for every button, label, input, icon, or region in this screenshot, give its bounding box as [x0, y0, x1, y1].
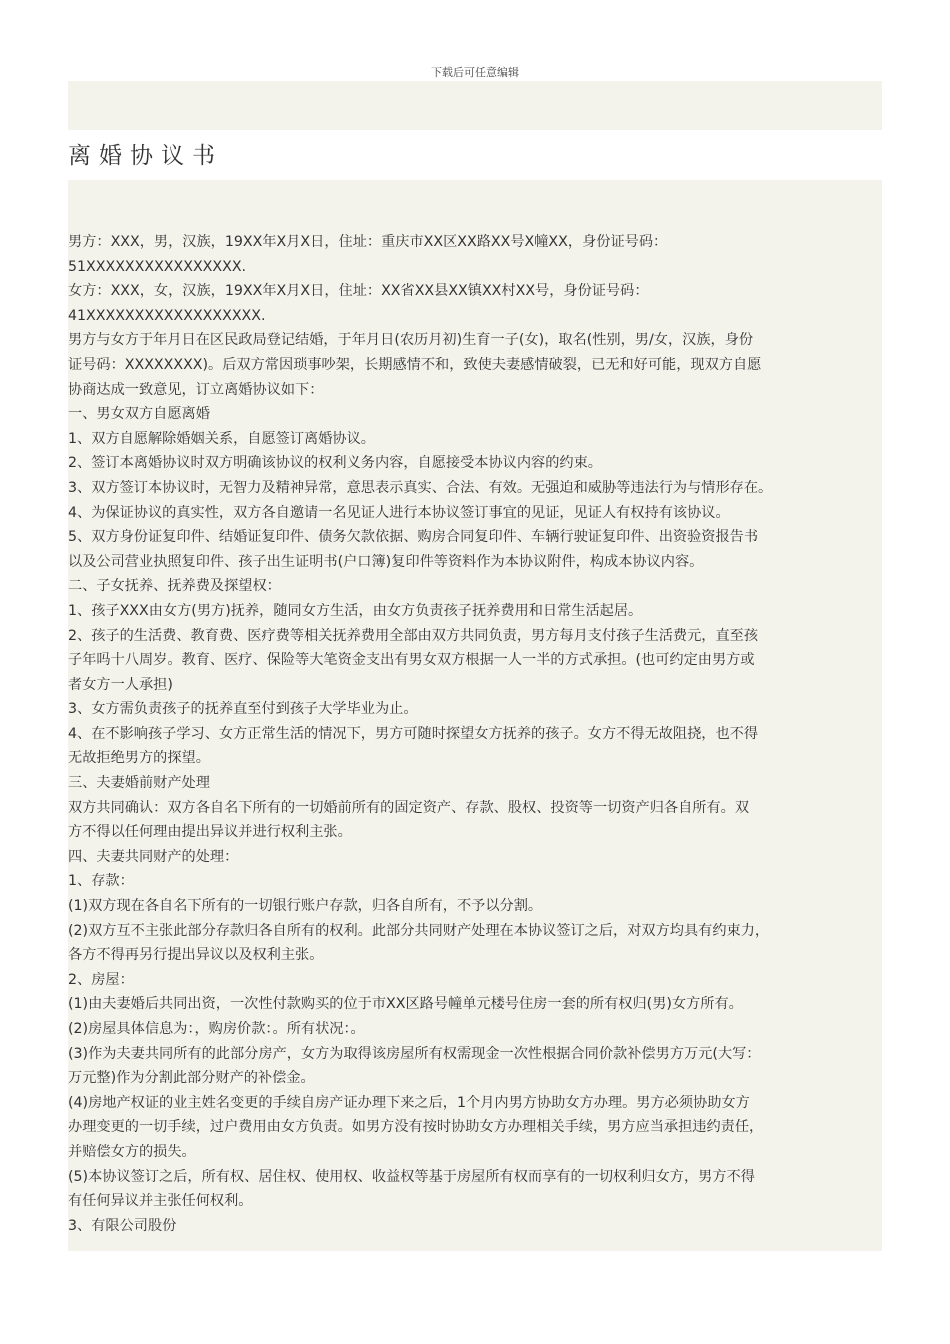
- text-line: 各方不得再另行提出异议以及权利主张。: [68, 947, 324, 964]
- text-line: 以及公司营业执照复印件、孩子出生证明书(户口簿)复印件等资料作为本协议附件，构成本协议内容。: [68, 553, 704, 570]
- text-line: 女方：XXX，女，汉族，19XX年X月X日，住址：XX省XX县XX镇XX村XX号，身份证号码：: [68, 283, 649, 300]
- text-line: (2)房屋具体信息为：，购房价款：。所有状况：。: [68, 1021, 365, 1037]
- document-title: 离婚协议书: [68, 143, 223, 169]
- text-line: (1)由夫妻婚后共同出资，一次性付款购买的位于市XX区路号幢单元楼号住房一套的所有权归(男)女方所有。: [68, 996, 743, 1013]
- text-line: 1、双方自愿解除婚姻关系，自愿签订离婚协议。: [68, 430, 375, 447]
- text-line: 有任何异议并主张任何权利。: [68, 1193, 253, 1210]
- text-line: 方不得以任何理由提出异议并进行权利主张。: [68, 824, 352, 841]
- text-line: 二、子女抚养、抚养费及探望权：: [68, 578, 281, 595]
- text-line: 双方共同确认：双方各自名下所有的一切婚前所有的固定资产、存款、股权、投资等一切资产归各自所有。双: [68, 799, 750, 816]
- text-line: (3)作为夫妻共同所有的此部分房产，女方为取得该房屋所有权需现金一次性根据合同价款补偿男方万元(大写：: [68, 1045, 761, 1062]
- text-line: 2、房屋：: [68, 971, 134, 988]
- text-line: 男方与女方于年月日在区民政局登记结婚，于年月日(农历月初)生育一子(女)，取名(性别，男/女，汉族，身份: [68, 332, 754, 349]
- header-band: [68, 81, 882, 130]
- text-line: 协商达成一致意见，订立离婚协议如下：: [68, 381, 324, 398]
- text-line: 四、夫妻共同财产的处理：: [68, 848, 239, 865]
- text-line: 证号码：XXXXXXXX)。后双方常因琐事吵架，长期感情不和，致使夫妻感情破裂，已无和好可能，现双方自愿: [68, 356, 762, 373]
- text-line: 41XXXXXXXXXXXXXXXXXX.: [68, 307, 266, 324]
- text-line: 并赔偿女方的损失。: [68, 1143, 196, 1160]
- text-line: (2)双方互不主张此部分存款归各自所有的权利。此部分共同财产处理在本协议签订之后，对双方均具有约束力，: [68, 922, 770, 939]
- text-line: (4)房地产权证的业主姓名变更的手续自房产证办理下来之后，1个月内男方协助女方办理。男方必须协助女方: [68, 1094, 750, 1111]
- text-line: 3、女方需负责孩子的抚养直至付到孩子大学毕业为止。: [68, 701, 418, 718]
- text-line: 4、在不影响孩子学习、女方正常生活的情况下，男方可随时探望女方抚养的孩子。女方不得无故阻挠，也不得: [68, 725, 759, 742]
- text-line: (5)本协议签订之后，所有权、居住权、使用权、收益权等基于房屋所有权而享有的一切权利归女方，男方不得: [68, 1168, 755, 1185]
- page-header-note: 下载后可任意编辑: [431, 66, 519, 79]
- text-line: 3、双方签订本协议时，无智力及精神异常，意思表示真实、合法、有效。无强迫和威胁等违法行为与情形存在。: [68, 479, 773, 496]
- text-line: 51XXXXXXXXXXXXXXXX.: [68, 258, 247, 275]
- text-line: 三、夫妻婚前财产处理: [68, 775, 210, 792]
- text-line: 1、孩子XXX由女方(男方)抚养，随同女方生活，由女方负责孩子抚养费用和日常生活起居。: [68, 602, 643, 619]
- text-line: 万元整)作为分割此部分财产的补偿金。: [68, 1070, 315, 1087]
- text-line: 办理变更的一切手续，过户费用由女方负责。如男方没有按时协助女方办理相关手续，男方应当承担违约责任，: [68, 1119, 764, 1136]
- text-line: 5、双方身份证复印件、结婚证复印件、债务欠款依据、购房合同复印件、车辆行驶证复印件、出资验资报告书: [68, 529, 759, 546]
- document-body: [68, 230, 890, 1238]
- text-line: 2、签订本离婚协议时双方明确该协议的权利义务内容，自愿接受本协议内容的约束。: [68, 455, 602, 472]
- text-line: 无故拒绝男方的探望。: [68, 750, 210, 767]
- text-line: 一、男女双方自愿离婚: [68, 406, 210, 423]
- text-line: 2、孩子的生活费、教育费、医疗费等相关抚养费用全部由双方共同负责，男方每月支付孩子生活费元，直至孩: [68, 627, 759, 644]
- text-line: 男方：XXX，男，汉族，19XX年X月X日，住址：重庆市XX区XX路XX号X幢XX，身份证号码：: [68, 234, 668, 250]
- text-line: 者女方一人承担): [68, 676, 173, 693]
- text-line: 4、为保证协议的真实性，双方各自邀请一名见证人进行本协议签订事宜的见证，见证人有权持有该协议。: [68, 504, 730, 521]
- text-line: 3、有限公司股份: [68, 1217, 177, 1234]
- text-line: (1)双方现在各自名下所有的一切银行账户存款，归各自所有，不予以分割。: [68, 898, 543, 915]
- text-line: 子年吗十八周岁。教育、医疗、保险等大笔资金支出有男女双方根据一人一半的方式承担。(也可约定由男方或: [68, 652, 755, 669]
- text-line: 1、存款：: [68, 873, 134, 890]
